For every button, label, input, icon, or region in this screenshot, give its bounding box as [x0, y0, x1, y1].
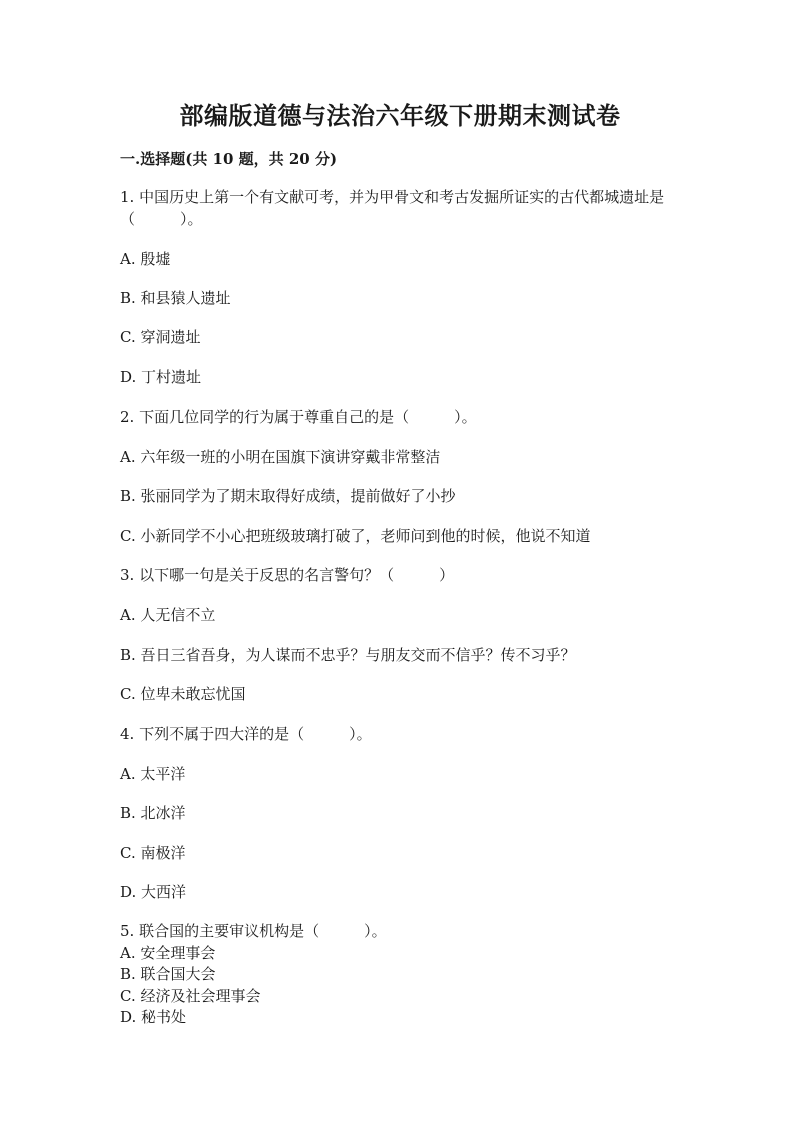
question-3-option-c: C. 位卑未敢忘忧国: [120, 685, 246, 703]
question-2-option-c: C. 小新同学不小心把班级玻璃打破了，老师问到他的时候，他说不知道: [120, 527, 591, 545]
question-1-option-d: D. 丁村遗址: [120, 368, 202, 386]
question-2-option-a: A. 六年级一班的小明在国旗下演讲穿戴非常整洁: [120, 448, 441, 466]
question-5-stem: 5. 联合国的主要审议机构是（ ）。: [120, 922, 387, 940]
question-4-option-b: B. 北冰洋: [120, 804, 186, 822]
question-4-option-a: A. 太平洋: [120, 765, 186, 783]
question-4-option-d: D. 大西洋: [120, 883, 187, 901]
question-1-option-a: A. 殷墟: [120, 250, 171, 268]
question-4-option-c: C. 南极洋: [120, 844, 186, 862]
question-4-stem: 4. 下列不属于四大洋的是（ ）。: [120, 725, 372, 743]
question-3-option-a: A. 人无信不立: [120, 606, 216, 624]
question-1-option-c: C. 穿洞遗址: [120, 328, 201, 346]
question-2-stem: 2. 下面几位同学的行为属于尊重自己的是（ ）。: [120, 408, 477, 426]
question-2-option-b: B. 张丽同学为了期末取得好成绩，提前做好了小抄: [120, 487, 456, 505]
question-5-option-b: B. 联合国大会: [120, 965, 216, 983]
section-heading: 一.选择题(共 10 题，共 20 分): [120, 150, 338, 168]
page-title: 部编版道德与法治六年级下册期末测试卷: [179, 101, 621, 130]
question-5-option-d: D. 秘书处: [120, 1008, 187, 1026]
question-1-stem: 1. 中国历史上第一个有文献可考，并为甲骨文和考古发掘所证实的古代都城遗址是（ ）。: [120, 188, 665, 228]
question-3-option-b: B. 吾日三省吾身，为人谋而不忠乎？与朋友交而不信乎？传不习乎？: [120, 646, 576, 664]
question-1-option-b: B. 和县猿人遗址: [120, 289, 231, 307]
question-3-stem: 3. 以下哪一句是关于反思的名言警句？（ ）: [120, 566, 455, 584]
question-5-option-c: C. 经济及社会理事会: [120, 987, 261, 1005]
question-5-option-a: A. 安全理事会: [120, 944, 216, 962]
